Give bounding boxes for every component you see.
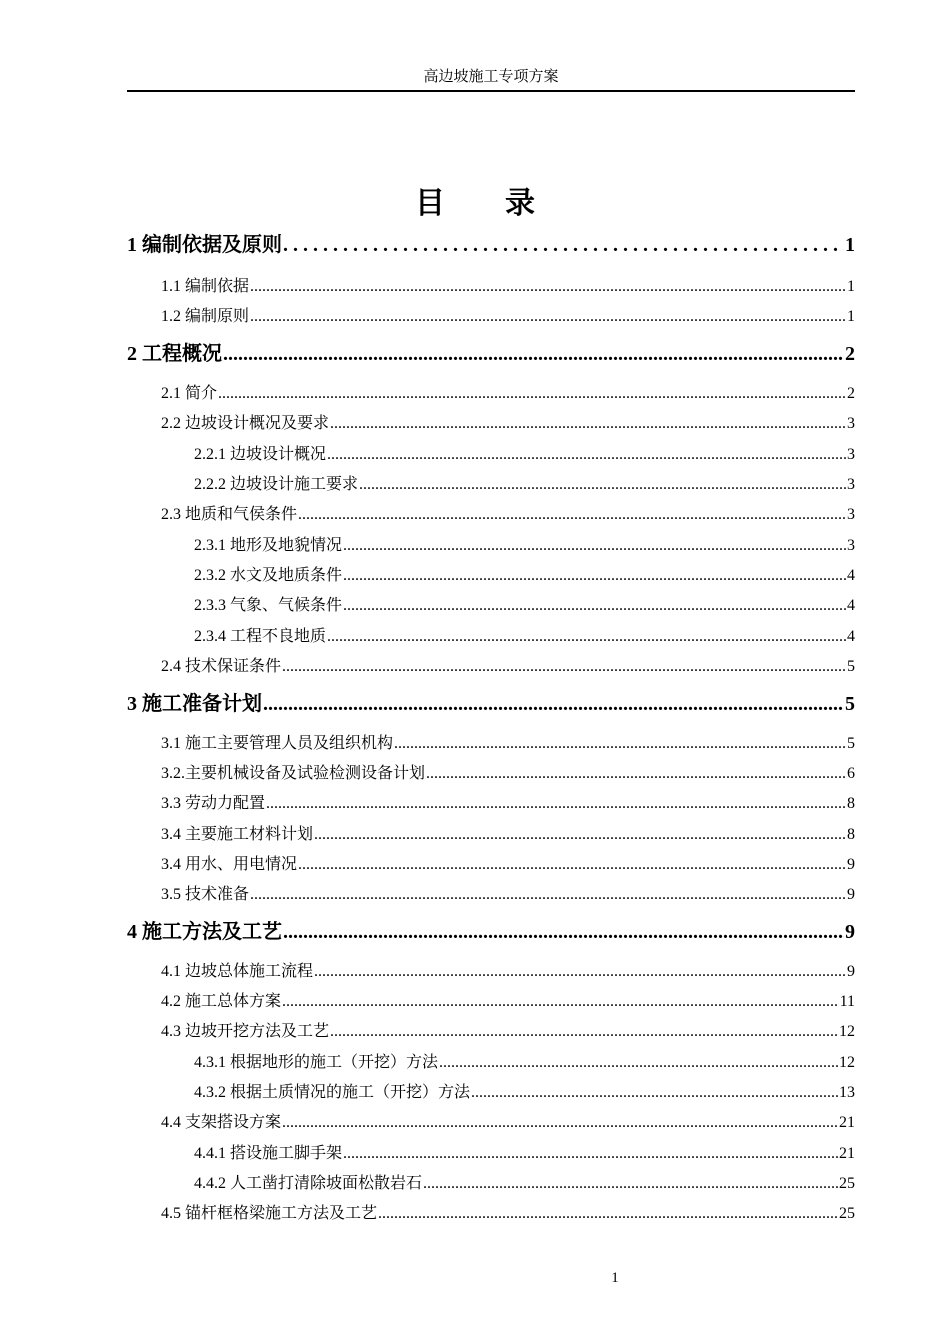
toc-entry-level2[interactable] [127, 792, 855, 816]
toc-entry-level2[interactable] [127, 412, 855, 436]
toc-entry-page: 3 [847, 537, 855, 554]
toc-entry-page: 12 [839, 1023, 855, 1040]
toc-entry-level3[interactable] [127, 1172, 855, 1196]
toc-entry-level3[interactable] [127, 1051, 855, 1075]
toc-dot-leader [282, 990, 839, 1014]
toc-entry-title: 2.3 地质和气侯条件 [161, 506, 298, 523]
toc-dot-leader [343, 594, 846, 618]
toc-entry-level2[interactable] [127, 503, 855, 527]
toc-entry-title: 2.2 边坡设计概况及要求 [161, 415, 330, 432]
toc-dot-leader [439, 1051, 838, 1075]
toc-entry-title: 2.2.1 边坡设计概况 [194, 446, 327, 463]
toc-entry-title: 4.4 支架搭设方案 [161, 1114, 282, 1131]
toc-entry-level3[interactable] [127, 1081, 855, 1105]
toc-title: 目录 [415, 187, 595, 220]
toc-dot-leader [266, 792, 846, 816]
toc-entry-level2[interactable] [127, 853, 855, 877]
toc-dot-leader [343, 564, 846, 588]
toc-dot-leader [343, 1142, 838, 1166]
toc-entry-page: 11 [839, 993, 855, 1010]
toc-entry-level2[interactable] [127, 275, 855, 299]
toc-dot-leader [250, 275, 846, 299]
toc-entry-level2[interactable] [127, 732, 855, 756]
toc-entry-page: 13 [839, 1084, 855, 1101]
toc-entry-level2[interactable] [127, 1111, 855, 1135]
toc-dot-leader [471, 1081, 838, 1105]
toc-entry-page: 8 [847, 795, 855, 812]
toc-dot-leader [250, 305, 846, 329]
toc-entry-level3[interactable] [127, 564, 855, 588]
toc-entry-title: 2.1 简介 [161, 385, 218, 402]
toc-entry-page: 9 [847, 963, 855, 980]
toc-entry-page: 12 [839, 1054, 855, 1071]
toc-entry-page: 1 [847, 308, 855, 325]
toc-entry-level2[interactable] [127, 1020, 855, 1044]
toc-entry-page: 3 [847, 446, 855, 463]
toc-entry-level2[interactable] [127, 762, 855, 786]
page-header [127, 66, 855, 92]
toc-dot-leader [283, 230, 844, 260]
toc-dot-leader [218, 382, 846, 406]
toc-entry-level3[interactable] [127, 443, 855, 467]
toc-entry-title: 1 编制依据及原则 [127, 234, 282, 256]
toc-dot-leader [263, 689, 844, 719]
toc-entry-title: 4.3 边坡开挖方法及工艺 [161, 1023, 330, 1040]
toc-dot-leader [426, 762, 846, 786]
toc-entry-title: 4.5 锚杆框格梁施工方法及工艺 [161, 1205, 378, 1222]
toc-entry-level2[interactable] [127, 960, 855, 984]
toc-entry-page: 9 [847, 886, 855, 903]
toc-dot-leader [298, 503, 846, 527]
toc-dot-leader [330, 412, 846, 436]
toc-entry-level1[interactable] [127, 230, 855, 260]
toc-entry-level2[interactable] [127, 655, 855, 679]
toc-entry-level2[interactable] [127, 883, 855, 907]
toc-dot-leader [327, 625, 846, 649]
toc-entry-level2[interactable] [127, 382, 855, 406]
toc-entry-page: 3 [847, 506, 855, 523]
toc-entry-page: 4 [847, 567, 855, 584]
toc-entry-title: 3.2.主要机械设备及试验检测设备计划 [161, 765, 426, 782]
toc-entry-level3[interactable] [127, 625, 855, 649]
toc-entry-page: 8 [847, 826, 855, 843]
toc-entry-title: 3.1 施工主要管理人员及组织机构 [161, 735, 394, 752]
toc-entry-page: 21 [839, 1114, 855, 1131]
toc-entry-title: 4.1 边坡总体施工流程 [161, 963, 314, 980]
toc-entry-title: 4 施工方法及工艺 [127, 921, 282, 943]
toc-dot-leader [282, 655, 846, 679]
toc-entry-level3[interactable] [127, 473, 855, 497]
toc-entry-level1[interactable] [127, 917, 855, 947]
toc-dot-leader [223, 339, 844, 369]
toc-dot-leader [423, 1172, 838, 1196]
toc-entry-page: 2 [847, 385, 855, 402]
toc-entry-level2[interactable] [127, 990, 855, 1014]
toc-entry-page: 25 [839, 1175, 855, 1192]
toc-dot-leader [343, 534, 846, 558]
toc-dot-leader [283, 917, 844, 947]
toc-entry-title: 2 工程概况 [127, 343, 222, 365]
toc-entry-level3[interactable] [127, 534, 855, 558]
toc-entry-level3[interactable] [127, 1142, 855, 1166]
toc-entry-level1[interactable] [127, 339, 855, 369]
toc-entry-level2[interactable] [127, 305, 855, 329]
toc-entry-page: 9 [845, 921, 855, 943]
header-title: 高边坡施工专项方案 [423, 69, 559, 85]
toc-entry-page: 9 [847, 856, 855, 873]
toc-entry-page: 1 [845, 234, 855, 256]
toc-entry-page: 5 [847, 658, 855, 675]
toc-entry-page: 3 [847, 415, 855, 432]
toc-entry-title: 4.4.2 人工凿打清除坡面松散岩石 [194, 1175, 423, 1192]
toc-entry-page: 25 [839, 1205, 855, 1222]
toc-entry-title: 4.2 施工总体方案 [161, 993, 282, 1010]
toc-entry-level2[interactable] [127, 823, 855, 847]
toc-entry-level3[interactable] [127, 594, 855, 618]
toc-entry-title: 2.3.2 水文及地质条件 [194, 567, 343, 584]
toc-entry-title: 2.3.1 地形及地貌情况 [194, 537, 343, 554]
page-footer [0, 1268, 950, 1288]
toc-entry-title: 4.3.2 根据土质情况的施工（开挖）方法 [194, 1084, 471, 1101]
toc-entry-title: 3.4 主要施工材料计划 [161, 826, 314, 843]
toc-entry-title: 4.3.1 根据地形的施工（开挖）方法 [194, 1054, 439, 1071]
toc-dot-leader [327, 443, 846, 467]
toc-entry-title: 2.2.2 边坡设计施工要求 [194, 476, 359, 493]
toc-entry-page: 21 [839, 1145, 855, 1162]
toc-dot-leader [394, 732, 846, 756]
toc-entry-page: 3 [847, 476, 855, 493]
toc-entry-title: 3.4 用水、用电情况 [161, 856, 298, 873]
toc-entry-page: 6 [847, 765, 855, 782]
toc-entry-title: 3.3 劳动力配置 [161, 795, 266, 812]
toc-dot-leader [282, 1111, 838, 1135]
toc-entry-level2[interactable] [127, 1202, 855, 1226]
toc-dot-leader [359, 473, 846, 497]
toc-entry-page: 2 [845, 343, 855, 365]
toc-entry-title: 2.4 技术保证条件 [161, 658, 282, 675]
toc-entry-title: 2.3.4 工程不良地质 [194, 628, 327, 645]
toc-entry-title: 1.2 编制原则 [161, 308, 250, 325]
toc-dot-leader [250, 883, 846, 907]
toc-dot-leader [330, 1020, 838, 1044]
toc-entry-page: 4 [847, 628, 855, 645]
toc-dot-leader [314, 823, 846, 847]
toc-entry-level1[interactable] [127, 689, 855, 719]
toc-dot-leader [378, 1202, 838, 1226]
toc-dot-leader [298, 853, 846, 877]
toc-entry-page: 4 [847, 597, 855, 614]
toc-entry-page: 1 [847, 278, 855, 295]
toc-dot-leader [314, 960, 846, 984]
toc-entry-page: 5 [847, 735, 855, 752]
toc-entry-title: 4.4.1 搭设施工脚手架 [194, 1145, 343, 1162]
toc-entry-title: 3.5 技术准备 [161, 886, 250, 903]
toc-entry-title: 2.3.3 气象、气候条件 [194, 597, 343, 614]
toc-entry-title: 1.1 编制依据 [161, 278, 250, 295]
toc-entry-page: 5 [845, 693, 855, 715]
page-number: 1 [611, 1270, 619, 1286]
toc-entry-title: 3 施工准备计划 [127, 693, 262, 715]
